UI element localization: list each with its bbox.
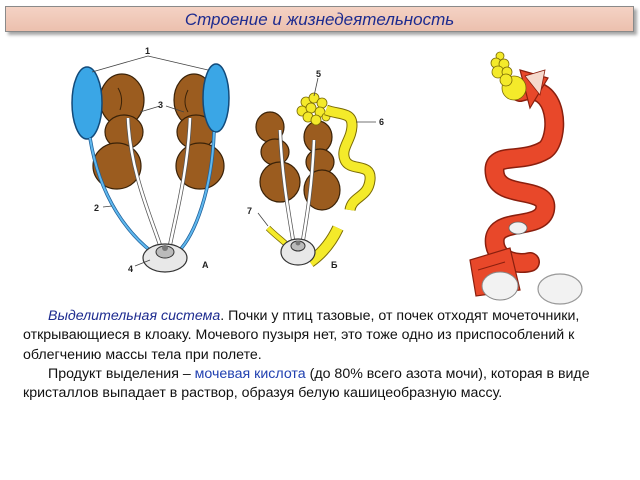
label-1: 1 [145,46,151,56]
paragraph-1-text: . Почки у птиц тазовые, от почек отходят мочеточники, открывающиеся в клоаку. Мочевого пузыря нет, это тоже одно из приспособлений к облегчению массы тела при полете. [23,308,580,363]
term-uric-acid: мочевая кислота [194,365,306,382]
oviduct-red [494,90,554,263]
gonad-left-blue [72,67,102,139]
oviduct-illustration [470,52,582,304]
label-6: 6 [379,117,385,127]
gonad-right-blue [203,64,229,132]
ovary-cluster [297,93,330,125]
paragraph-2 [23,365,623,404]
paragraph-2-start: Продукт выделения – [48,365,195,382]
paragraph-2-text: (до 80% всего азота мочи), которая в виде кристаллов выпадает в раствор, образуя белую кашицеобразную массу. [23,365,590,402]
slide-title: Строение и жизнедеятельность [184,10,455,29]
panel-b-letter: Б [331,260,338,270]
label-2: 2 [94,203,100,213]
cloaca-b [281,239,315,265]
label-5: 5 [316,69,322,79]
term-excretory-system: Выделительная система [48,308,221,324]
ovary-cluster-right [491,52,526,100]
label-4: 4 [128,264,134,274]
cloaca-a [143,244,187,272]
panel-a-letter: А [202,260,209,270]
panel-b-diagram [247,69,384,270]
body-text [23,307,623,403]
panel-a-diagram [72,46,229,274]
egg [538,274,582,304]
label-7: 7 [247,206,253,216]
label-3: 3 [158,100,164,110]
kidney-left-b [256,112,300,202]
paragraph-1 [23,307,623,365]
